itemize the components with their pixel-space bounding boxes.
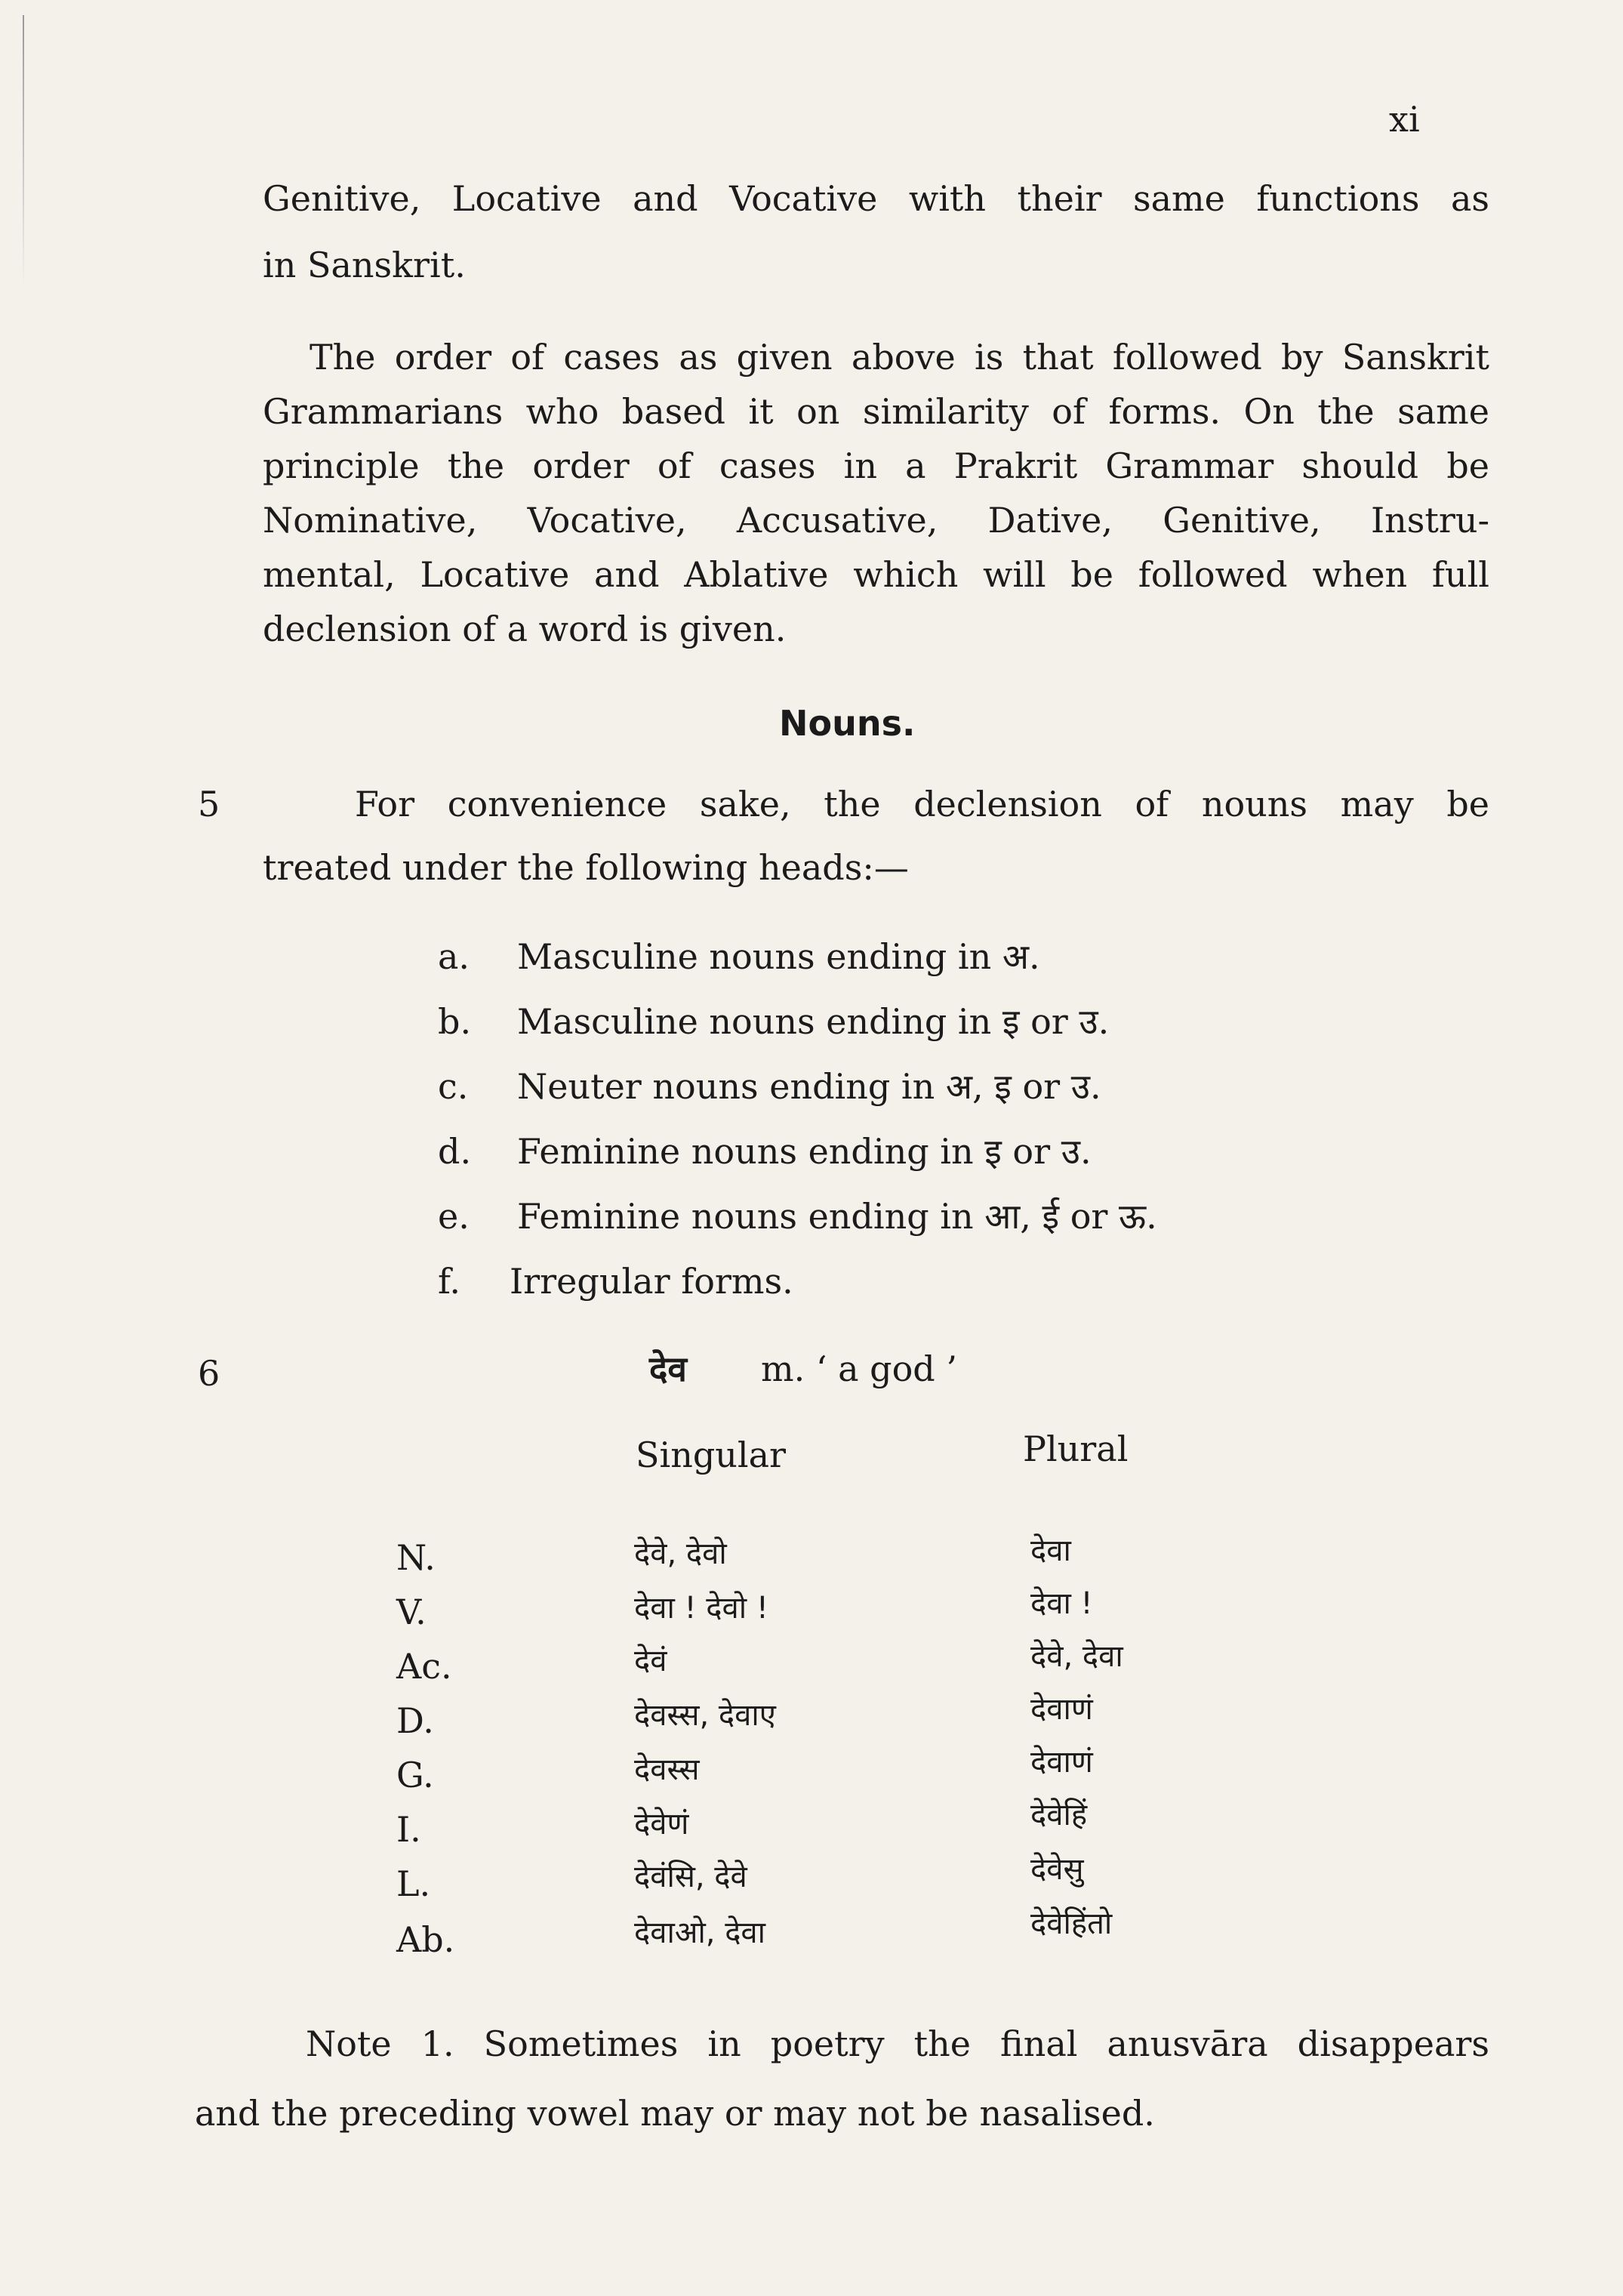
case-label: N.: [396, 1537, 436, 1578]
singular-form: देवंसि, देवे: [634, 1860, 747, 1894]
list-letter: d.: [438, 1131, 472, 1172]
heads-list-item: [438, 1196, 1157, 1237]
list-text: Masculine nouns ending in इ or उ.: [517, 1001, 1110, 1042]
plural-form: देवे, देवा: [1030, 1639, 1123, 1674]
plural-form: देवाणं: [1030, 1745, 1093, 1780]
case-label: Ac.: [396, 1646, 452, 1687]
heads-list-item: [438, 1131, 1092, 1172]
heads-list-item: [438, 1261, 793, 1302]
paragraph-2-line-4: Nominative, Vocative, Accusative, Dative, Genitive, Instru-: [263, 500, 1489, 541]
section-heading-nouns: Nouns.: [779, 703, 916, 744]
case-label: I.: [396, 1809, 421, 1850]
headword: देव: [649, 1348, 688, 1389]
scan-edge-line: [23, 15, 24, 287]
list-text: Masculine nouns ending in अ.: [517, 936, 1040, 977]
case-label: L.: [396, 1863, 431, 1904]
list-text: Feminine nouns ending in इ or उ.: [517, 1131, 1092, 1172]
plural-form: देवा !: [1030, 1586, 1093, 1621]
list-letter: f.: [438, 1261, 461, 1302]
paragraph-1-line-2: in Sanskrit.: [263, 245, 466, 285]
section-5-line-1: For convenience sake, the declension of nouns may be: [355, 784, 1489, 824]
list-letter: a.: [438, 936, 470, 977]
paragraph-2-line-1: The order of cases as given above is that followed by Sanskrit: [310, 337, 1489, 378]
headword-gloss: m. ‘ a god ’: [761, 1348, 957, 1389]
plural-form: देवा: [1030, 1533, 1071, 1568]
heads-list-item: [438, 1001, 1110, 1042]
paragraph-2-line-2: Grammarians who based it on similarity of forms. On the same: [263, 391, 1489, 432]
note-1-line-2: and the preceding vowel may or may not be nasalised.: [195, 2093, 1155, 2134]
note-1-line-1: Note 1. Sometimes in poetry the final anusvāra disappears: [306, 2023, 1489, 2064]
plural-form: देवाणं: [1030, 1692, 1093, 1727]
list-text: Irregular forms.: [510, 1261, 793, 1302]
plural-form: देवेहिंतो: [1030, 1906, 1113, 1941]
heads-list-item: [438, 936, 1040, 977]
paragraph-2-line-3: principle the order of cases in a Prakrit Grammar should be: [263, 445, 1489, 486]
heads-list-item: [438, 1066, 1101, 1107]
singular-form: देवस्स, देवाए: [634, 1698, 776, 1733]
singular-form: देवे, देवो: [634, 1536, 727, 1571]
paragraph-2-line-5: mental, Locative and Ablative which will be followed when full: [263, 554, 1489, 595]
case-label: G.: [396, 1755, 434, 1795]
case-label: D.: [396, 1700, 434, 1741]
list-letter: b.: [438, 1001, 472, 1042]
section-5-line-2: treated under the following heads:—: [263, 847, 909, 888]
singular-form: देवं: [634, 1644, 667, 1678]
section-6-number: 6: [198, 1353, 220, 1394]
list-letter: c.: [438, 1066, 469, 1107]
singular-form: देवेणं: [634, 1807, 689, 1841]
plural-form: देवेहिं: [1030, 1798, 1088, 1832]
section-5-number: 5: [198, 784, 220, 824]
singular-form: देवा ! देवो !: [634, 1591, 768, 1626]
paragraph-2-line-6: declension of a word is given.: [263, 609, 787, 649]
singular-form: देवाओ, देवा: [634, 1915, 766, 1950]
column-header-plural: Plural: [1023, 1428, 1129, 1469]
plural-form: देवेसु: [1030, 1852, 1084, 1887]
list-text: Neuter nouns ending in अ, इ or उ.: [517, 1066, 1101, 1107]
list-text: Feminine nouns ending in आ, ई or ऊ.: [517, 1196, 1157, 1237]
case-label: Ab.: [396, 1919, 455, 1960]
column-header-singular: Singular: [636, 1435, 787, 1475]
case-label: V.: [396, 1592, 427, 1632]
paragraph-1-line-1: Genitive, Locative and Vocative with their same functions as: [263, 178, 1489, 219]
list-letter: e.: [438, 1196, 470, 1237]
page-number: xi: [1389, 99, 1420, 140]
singular-form: देवस्स: [634, 1752, 700, 1787]
